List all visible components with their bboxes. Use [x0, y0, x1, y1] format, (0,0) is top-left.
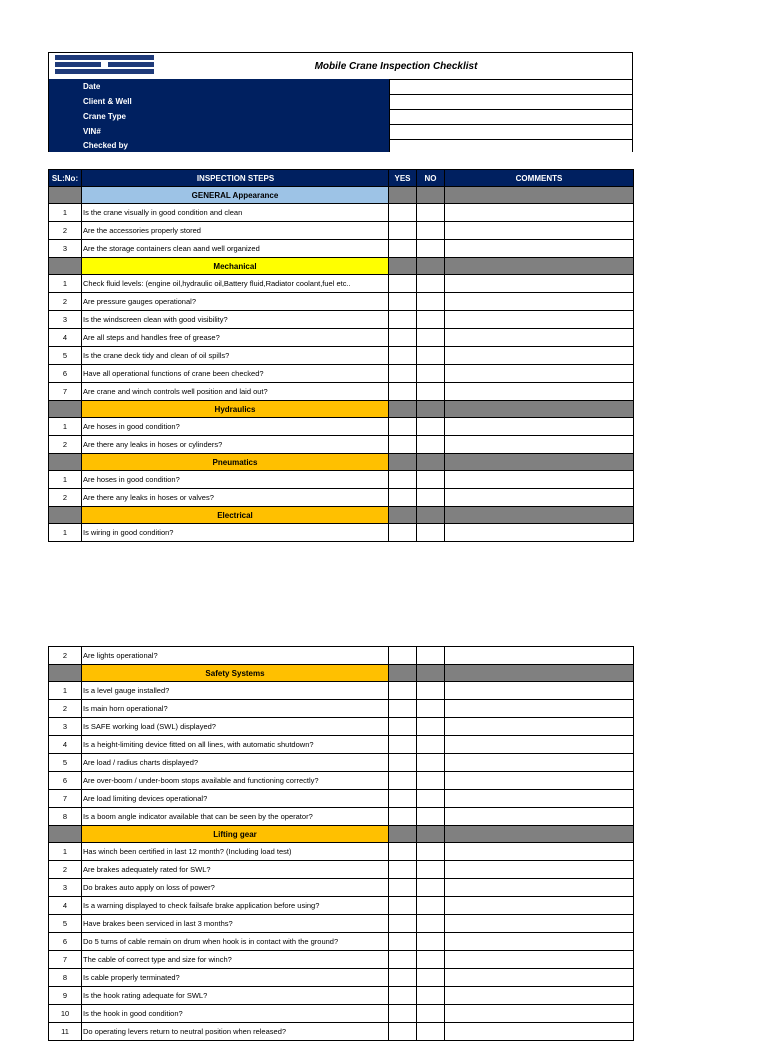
- yes-checkbox-cell[interactable]: [389, 222, 417, 240]
- table-row: [49, 790, 634, 808]
- yes-checkbox-cell[interactable]: [389, 700, 417, 718]
- inspection-step: Are hoses in good condition?: [82, 471, 389, 489]
- comments-cell[interactable]: [445, 808, 634, 826]
- table-row: [49, 418, 634, 436]
- section-filler-cell: [389, 258, 417, 275]
- row-number: 3: [49, 311, 82, 329]
- no-checkbox-cell[interactable]: [417, 861, 445, 879]
- comments-cell[interactable]: [445, 204, 634, 222]
- section-filler-cell: [49, 826, 82, 843]
- inspection-step: Are there any leaks in hoses or cylinders?: [82, 436, 389, 454]
- section-row: [49, 258, 634, 275]
- yes-checkbox-cell[interactable]: [389, 1023, 417, 1041]
- no-checkbox-cell[interactable]: [417, 736, 445, 754]
- row-number: 6: [49, 365, 82, 383]
- section-filler-cell: [417, 826, 445, 843]
- yes-checkbox-cell[interactable]: [389, 311, 417, 329]
- no-checkbox-cell[interactable]: [417, 471, 445, 489]
- table-row: [49, 682, 634, 700]
- section-row: [49, 187, 634, 204]
- section-filler-cell: [445, 187, 634, 204]
- inspection-step: Is the windscreen clean with good visibility?: [82, 311, 389, 329]
- no-checkbox-cell[interactable]: [417, 808, 445, 826]
- inspection-step: Is the crane visually in good condition and clean: [82, 204, 389, 222]
- checklist-header: [48, 52, 633, 152]
- yes-checkbox-cell[interactable]: [389, 204, 417, 222]
- no-checkbox-cell[interactable]: [417, 647, 445, 665]
- table-row: [49, 969, 634, 987]
- comments-cell[interactable]: [445, 347, 634, 365]
- table-row: [49, 204, 634, 222]
- no-checkbox-cell[interactable]: [417, 489, 445, 507]
- yes-checkbox-cell[interactable]: [389, 471, 417, 489]
- section-filler-cell: [445, 826, 634, 843]
- header-row-checked-by: [49, 139, 632, 152]
- comments-cell[interactable]: [445, 383, 634, 401]
- table-row: [49, 915, 634, 933]
- row-number: 5: [49, 915, 82, 933]
- table-row: [49, 808, 634, 826]
- section-filler-cell: [389, 826, 417, 843]
- column-header-comments: COMMENTS: [445, 170, 634, 187]
- field-label: Crane Type: [49, 109, 389, 124]
- section-row: [49, 454, 634, 471]
- inspection-step: Is the hook in good condition?: [82, 1005, 389, 1023]
- yes-checkbox-cell[interactable]: [389, 808, 417, 826]
- row-number: 1: [49, 204, 82, 222]
- section-title: Lifting gear: [82, 826, 389, 843]
- section-filler-cell: [49, 665, 82, 682]
- yes-checkbox-cell[interactable]: [389, 347, 417, 365]
- inspection-step: Do operating levers return to neutral position when released?: [82, 1023, 389, 1041]
- yes-checkbox-cell[interactable]: [389, 987, 417, 1005]
- no-checkbox-cell[interactable]: [417, 311, 445, 329]
- no-checkbox-cell[interactable]: [417, 1023, 445, 1041]
- inspection-step: Is SAFE working load (SWL) displayed?: [82, 718, 389, 736]
- section-filler-cell: [445, 665, 634, 682]
- row-number: 5: [49, 754, 82, 772]
- inspection-step: Is a height-limiting device fitted on all lines, with automatic shutdown?: [82, 736, 389, 754]
- section-filler-cell: [389, 454, 417, 471]
- section-filler-cell: [389, 665, 417, 682]
- table-row: [49, 700, 634, 718]
- inspection-step: Is cable properly terminated?: [82, 969, 389, 987]
- section-filler-cell: [49, 454, 82, 471]
- table-row: [49, 861, 634, 879]
- inspection-step: Do brakes auto apply on loss of power?: [82, 879, 389, 897]
- section-row: [49, 401, 634, 418]
- inspection-step: Are load limiting devices operational?: [82, 790, 389, 808]
- yes-checkbox-cell[interactable]: [389, 951, 417, 969]
- yes-checkbox-cell[interactable]: [389, 718, 417, 736]
- no-checkbox-cell[interactable]: [417, 772, 445, 790]
- comments-cell[interactable]: [445, 647, 634, 665]
- section-filler-cell: [49, 187, 82, 204]
- inspection-step: Are crane and winch controls well position and laid out?: [82, 383, 389, 401]
- header-row-client: [49, 94, 632, 109]
- no-checkbox-cell[interactable]: [417, 700, 445, 718]
- inspection-step: Are lights operational?: [82, 647, 389, 665]
- section-filler-cell: [417, 665, 445, 682]
- inspection-table-page-1: [48, 169, 634, 542]
- yes-checkbox-cell[interactable]: [389, 861, 417, 879]
- table-row: [49, 240, 634, 258]
- row-number: 4: [49, 329, 82, 347]
- table-row: [49, 524, 634, 542]
- row-number: 7: [49, 383, 82, 401]
- no-checkbox-cell[interactable]: [417, 222, 445, 240]
- yes-checkbox-cell[interactable]: [389, 933, 417, 951]
- table-row: [49, 754, 634, 772]
- comments-cell[interactable]: [445, 293, 634, 311]
- row-number: 8: [49, 969, 82, 987]
- yes-checkbox-cell[interactable]: [389, 915, 417, 933]
- table-row: [49, 843, 634, 861]
- row-number: 11: [49, 1023, 82, 1041]
- row-number: 2: [49, 436, 82, 454]
- section-filler-cell: [49, 401, 82, 418]
- yes-checkbox-cell[interactable]: [389, 647, 417, 665]
- comments-cell[interactable]: [445, 987, 634, 1005]
- table-row: [49, 1023, 634, 1041]
- section-row: [49, 507, 634, 524]
- table-row: [49, 329, 634, 347]
- row-number: 7: [49, 951, 82, 969]
- yes-checkbox-cell[interactable]: [389, 843, 417, 861]
- comments-cell[interactable]: [445, 240, 634, 258]
- no-checkbox-cell[interactable]: [417, 383, 445, 401]
- row-number: 2: [49, 293, 82, 311]
- section-title: GENERAL Appearance: [82, 187, 389, 204]
- comments-cell[interactable]: [445, 418, 634, 436]
- inspection-step: Is a level gauge installed?: [82, 682, 389, 700]
- comments-cell[interactable]: [445, 933, 634, 951]
- comments-cell[interactable]: [445, 436, 634, 454]
- row-number: 1: [49, 275, 82, 293]
- no-checkbox-cell[interactable]: [417, 524, 445, 542]
- table-row: [49, 951, 634, 969]
- header-row-date: [49, 79, 632, 94]
- comments-cell[interactable]: [445, 222, 634, 240]
- yes-checkbox-cell[interactable]: [389, 329, 417, 347]
- row-number: 2: [49, 489, 82, 507]
- table-row: [49, 879, 634, 897]
- comments-cell[interactable]: [445, 951, 634, 969]
- inspection-step: Are there any leaks in hoses or valves?: [82, 489, 389, 507]
- no-checkbox-cell[interactable]: [417, 879, 445, 897]
- yes-checkbox-cell[interactable]: [389, 969, 417, 987]
- yes-checkbox-cell[interactable]: [389, 293, 417, 311]
- field-label: Date: [49, 79, 389, 94]
- checked-by-field[interactable]: [389, 139, 632, 152]
- table-header-row: [49, 170, 634, 187]
- no-checkbox-cell[interactable]: [417, 275, 445, 293]
- no-checkbox-cell[interactable]: [417, 790, 445, 808]
- field-label: VIN#: [49, 124, 389, 139]
- table-row: [49, 365, 634, 383]
- yes-checkbox-cell[interactable]: [389, 897, 417, 915]
- inspection-step: Are load / radius charts displayed?: [82, 754, 389, 772]
- inspection-step: Is wiring in good condition?: [82, 524, 389, 542]
- section-title: Mechanical: [82, 258, 389, 275]
- no-checkbox-cell[interactable]: [417, 969, 445, 987]
- row-number: 1: [49, 471, 82, 489]
- row-number: 2: [49, 647, 82, 665]
- crane-type-field[interactable]: [389, 109, 632, 124]
- row-number: 2: [49, 861, 82, 879]
- table-row: [49, 772, 634, 790]
- yes-checkbox-cell[interactable]: [389, 489, 417, 507]
- inspection-table-page-2: [48, 646, 634, 1041]
- no-checkbox-cell[interactable]: [417, 897, 445, 915]
- table-row: [49, 987, 634, 1005]
- comments-cell[interactable]: [445, 879, 634, 897]
- client-well-field[interactable]: [389, 94, 632, 109]
- section-filler-cell: [417, 401, 445, 418]
- table-row: [49, 347, 634, 365]
- row-number: 7: [49, 790, 82, 808]
- yes-checkbox-cell[interactable]: [389, 275, 417, 293]
- comments-cell[interactable]: [445, 1005, 634, 1023]
- table-row: [49, 471, 634, 489]
- comments-cell[interactable]: [445, 524, 634, 542]
- table-row: [49, 933, 634, 951]
- inspection-step: Is a boom angle indicator available that can be seen by the operator?: [82, 808, 389, 826]
- yes-checkbox-cell[interactable]: [389, 772, 417, 790]
- no-checkbox-cell[interactable]: [417, 915, 445, 933]
- section-filler-cell: [417, 187, 445, 204]
- section-filler-cell: [389, 187, 417, 204]
- column-header-yes: YES: [389, 170, 417, 187]
- comments-cell[interactable]: [445, 471, 634, 489]
- section-filler-cell: [417, 258, 445, 275]
- no-checkbox-cell[interactable]: [417, 843, 445, 861]
- table-row: [49, 489, 634, 507]
- row-number: 8: [49, 808, 82, 826]
- row-number: 9: [49, 987, 82, 1005]
- no-checkbox-cell[interactable]: [417, 436, 445, 454]
- table-row: [49, 718, 634, 736]
- comments-cell[interactable]: [445, 311, 634, 329]
- inspection-step: Are over-boom / under-boom stops available and functioning correctly?: [82, 772, 389, 790]
- table-row: [49, 736, 634, 754]
- row-number: 2: [49, 222, 82, 240]
- inspection-step: Is the crane deck tidy and clean of oil spills?: [82, 347, 389, 365]
- section-filler-cell: [389, 401, 417, 418]
- no-checkbox-cell[interactable]: [417, 718, 445, 736]
- section-filler-cell: [445, 401, 634, 418]
- row-number: 2: [49, 700, 82, 718]
- no-checkbox-cell[interactable]: [417, 933, 445, 951]
- inspection-step: Has winch been certified in last 12 month? (Including load test): [82, 843, 389, 861]
- section-row: [49, 665, 634, 682]
- yes-checkbox-cell[interactable]: [389, 365, 417, 383]
- row-number: 10: [49, 1005, 82, 1023]
- row-number: 4: [49, 736, 82, 754]
- yes-checkbox-cell[interactable]: [389, 383, 417, 401]
- comments-cell[interactable]: [445, 897, 634, 915]
- vin-field[interactable]: [389, 124, 632, 139]
- section-row: [49, 826, 634, 843]
- comments-cell[interactable]: [445, 843, 634, 861]
- inspection-step: Are brakes adequately rated for SWL?: [82, 861, 389, 879]
- comments-cell[interactable]: [445, 861, 634, 879]
- section-filler-cell: [417, 507, 445, 524]
- section-title: Safety Systems: [82, 665, 389, 682]
- column-header-sl: SL:No:: [49, 170, 82, 187]
- no-checkbox-cell[interactable]: [417, 1005, 445, 1023]
- inspection-step: Have brakes been serviced in last 3 months?: [82, 915, 389, 933]
- no-checkbox-cell[interactable]: [417, 418, 445, 436]
- header-row-crane-type: [49, 109, 632, 124]
- no-checkbox-cell[interactable]: [417, 204, 445, 222]
- row-number: 1: [49, 418, 82, 436]
- yes-checkbox-cell[interactable]: [389, 524, 417, 542]
- table-row: [49, 311, 634, 329]
- yes-checkbox-cell[interactable]: [389, 1005, 417, 1023]
- comments-cell[interactable]: [445, 915, 634, 933]
- section-title: Pneumatics: [82, 454, 389, 471]
- section-filler-cell: [49, 258, 82, 275]
- comments-cell[interactable]: [445, 772, 634, 790]
- column-header-no: NO: [417, 170, 445, 187]
- table-row: [49, 275, 634, 293]
- row-number: 1: [49, 682, 82, 700]
- no-checkbox-cell[interactable]: [417, 240, 445, 258]
- comments-cell[interactable]: [445, 718, 634, 736]
- table-row: [49, 293, 634, 311]
- inspection-step: The cable of correct type and size for winch?: [82, 951, 389, 969]
- inspection-step: Have all operational functions of crane been checked?: [82, 365, 389, 383]
- row-number: 6: [49, 933, 82, 951]
- no-checkbox-cell[interactable]: [417, 365, 445, 383]
- header-row-vin: [49, 124, 632, 139]
- inspection-step: Are the accessories properly stored: [82, 222, 389, 240]
- inspection-step: Do 5 turns of cable remain on drum when hook is in contact with the ground?: [82, 933, 389, 951]
- comments-cell[interactable]: [445, 969, 634, 987]
- row-number: 4: [49, 897, 82, 915]
- section-filler-cell: [445, 454, 634, 471]
- row-number: 6: [49, 772, 82, 790]
- section-filler-cell: [445, 258, 634, 275]
- page-title: Mobile Crane Inspection Checklist: [314, 60, 478, 72]
- no-checkbox-cell[interactable]: [417, 951, 445, 969]
- no-checkbox-cell[interactable]: [417, 347, 445, 365]
- table-row: [49, 897, 634, 915]
- comments-cell[interactable]: [445, 790, 634, 808]
- section-title: Hydraulics: [82, 401, 389, 418]
- company-logo: [49, 53, 160, 79]
- section-filler-cell: [389, 507, 417, 524]
- yes-checkbox-cell[interactable]: [389, 240, 417, 258]
- yes-checkbox-cell[interactable]: [389, 736, 417, 754]
- comments-cell[interactable]: [445, 365, 634, 383]
- row-number: 3: [49, 718, 82, 736]
- yes-checkbox-cell[interactable]: [389, 418, 417, 436]
- section-filler-cell: [49, 507, 82, 524]
- comments-cell[interactable]: [445, 700, 634, 718]
- section-filler-cell: [445, 507, 634, 524]
- comments-cell[interactable]: [445, 736, 634, 754]
- table-row: [49, 436, 634, 454]
- yes-checkbox-cell[interactable]: [389, 879, 417, 897]
- row-number: 1: [49, 524, 82, 542]
- table-row: [49, 1005, 634, 1023]
- no-checkbox-cell[interactable]: [417, 329, 445, 347]
- yes-checkbox-cell[interactable]: [389, 682, 417, 700]
- inspection-step: Are hoses in good condition?: [82, 418, 389, 436]
- comments-cell[interactable]: [445, 754, 634, 772]
- table-row: [49, 383, 634, 401]
- inspection-step: Are pressure gauges operational?: [82, 293, 389, 311]
- yes-checkbox-cell[interactable]: [389, 754, 417, 772]
- row-number: 1: [49, 843, 82, 861]
- column-header-steps: INSPECTION STEPS: [82, 170, 389, 187]
- no-checkbox-cell[interactable]: [417, 754, 445, 772]
- yes-checkbox-cell[interactable]: [389, 436, 417, 454]
- no-checkbox-cell[interactable]: [417, 293, 445, 311]
- section-title: Electrical: [82, 507, 389, 524]
- no-checkbox-cell[interactable]: [417, 987, 445, 1005]
- comments-cell[interactable]: [445, 682, 634, 700]
- no-checkbox-cell[interactable]: [417, 682, 445, 700]
- comments-cell[interactable]: [445, 489, 634, 507]
- comments-cell[interactable]: [445, 1023, 634, 1041]
- yes-checkbox-cell[interactable]: [389, 790, 417, 808]
- table-row: [49, 647, 634, 665]
- inspection-step: Is the hook rating adequate for SWL?: [82, 987, 389, 1005]
- date-field[interactable]: [389, 79, 632, 94]
- section-filler-cell: [417, 454, 445, 471]
- inspection-step: Are the storage containers clean aand well organized: [82, 240, 389, 258]
- field-label: Checked by: [49, 139, 389, 152]
- table-row: [49, 222, 634, 240]
- inspection-step: Are all steps and handles free of grease?: [82, 329, 389, 347]
- inspection-step: Check fluid levels: (engine oil,hydraulic oil,Battery fluid,Radiator coolant,fuel etc..: [82, 275, 389, 293]
- row-number: 3: [49, 240, 82, 258]
- field-label: Client & Well: [49, 94, 389, 109]
- row-number: 5: [49, 347, 82, 365]
- comments-cell[interactable]: [445, 329, 634, 347]
- row-number: 3: [49, 879, 82, 897]
- comments-cell[interactable]: [445, 275, 634, 293]
- inspection-step: Is main horn operational?: [82, 700, 389, 718]
- inspection-step: Is a warning displayed to check failsafe brake application before using?: [82, 897, 389, 915]
